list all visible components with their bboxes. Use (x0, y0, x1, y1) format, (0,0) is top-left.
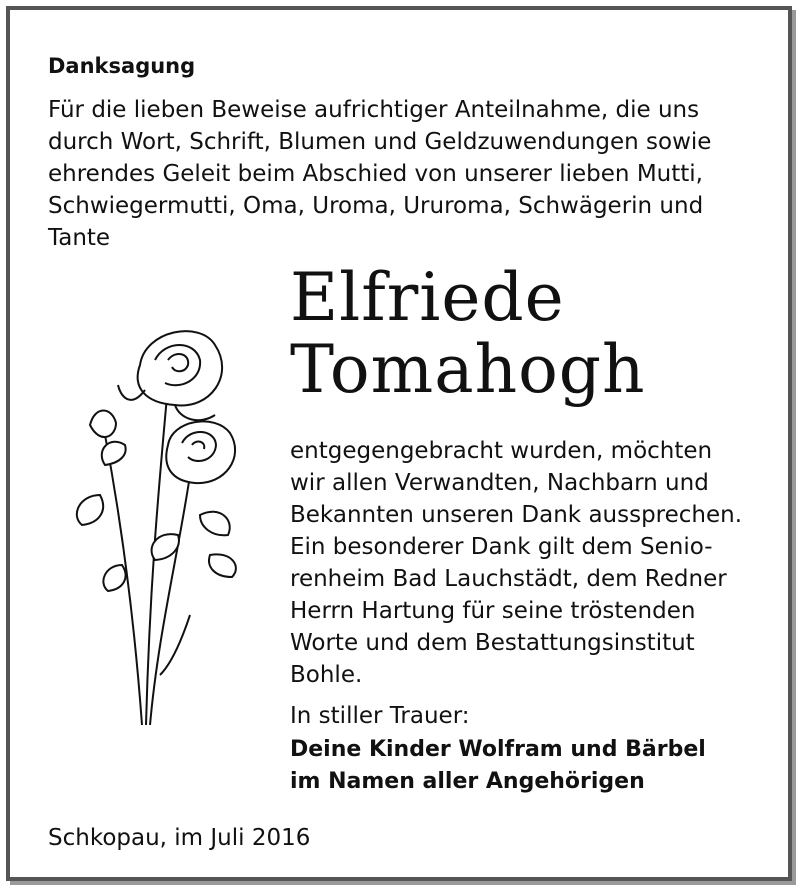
body-line: Ein besonderer Dank gilt dem Senio- (290, 534, 713, 560)
signatories (290, 734, 706, 798)
rose-illustration (50, 315, 270, 735)
mourning-label: In stiller Trauer: (290, 703, 470, 729)
body-paragraph (290, 435, 790, 691)
intro-line: Tante (48, 225, 111, 251)
intro-line: Für die lieben Beweise aufrichtiger Anteilnahme, die uns (48, 97, 700, 123)
deceased-first-name: Elfriede (290, 259, 565, 336)
notice-heading: Danksagung (48, 54, 196, 78)
signatory-line: im Namen aller Angehörigen (290, 769, 645, 794)
body-line: Worte und dem Bestattungsinstitut (290, 630, 695, 656)
body-line: Herrn Hartung für seine tröstenden (290, 598, 696, 624)
obituary-frame (6, 6, 792, 881)
signatory-line: Deine Kinder Wolfram und Bärbel (290, 737, 706, 762)
intro-line: Schwiegermutti, Oma, Uroma, Ururoma, Schwägerin und (48, 193, 704, 219)
intro-line: ehrendes Geleit beim Abschied von unserer lieben Mutti, (48, 161, 703, 187)
body-line: renheim Bad Lauchstädt, dem Redner (290, 566, 727, 592)
place-date: Schkopau, im Juli 2016 (48, 825, 311, 851)
body-line: Bohle. (290, 662, 363, 688)
deceased-name (290, 259, 646, 408)
body-line: wir allen Verwandten, Nachbarn und (290, 470, 709, 496)
body-line: Bekannten unseren Dank aussprechen. (290, 502, 743, 528)
intro-paragraph (48, 94, 768, 254)
intro-line: durch Wort, Schrift, Blumen und Geldzuwendungen sowie (48, 129, 712, 155)
deceased-last-name: Tomahogh (290, 331, 646, 408)
body-line: entgegengebracht wurden, möchten (290, 438, 713, 464)
